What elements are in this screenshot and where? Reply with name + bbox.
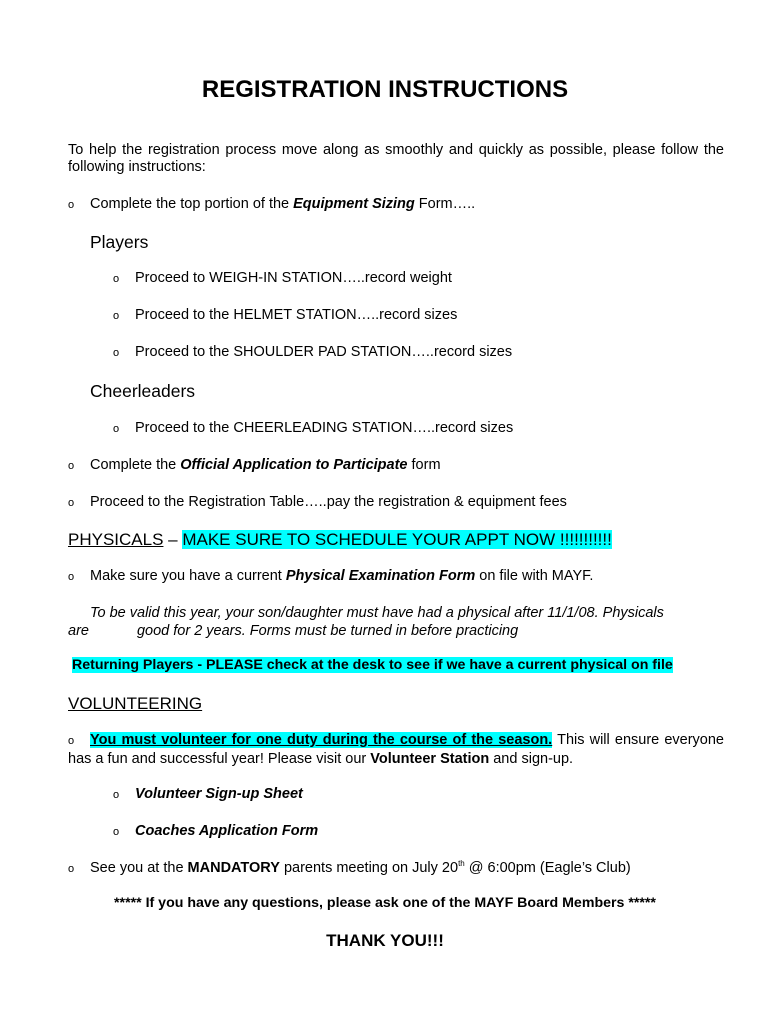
questions-note: ***** If you have any questions, please ask one of the MAYF Board Members ***** <box>114 895 656 911</box>
step-official-application: o Complete the Official Application to Participate form <box>68 457 441 473</box>
bullet-icon: o <box>68 199 75 211</box>
page-title: REGISTRATION INSTRUCTIONS <box>201 76 569 103</box>
players-item: o Proceed to WEIGH-IN STATION…..record weight <box>113 270 452 286</box>
bullet-icon: o <box>113 826 120 838</box>
mandatory-meeting-item: o See you at the MANDATORY parents meeting on July 20th @ 6:00pm (Eagle’s Club) <box>68 859 631 876</box>
intro-paragraph: To help the registration process move along as smoothly and quickly as possible, please follow the following instructions: <box>68 142 724 175</box>
equipment-sizing-form-name: Equipment Sizing <box>293 196 415 212</box>
bullet-icon: o <box>68 862 75 875</box>
physical-exam-item: o Make sure you have a current Physical Examination Form on file with MAYF. <box>68 568 594 584</box>
players-item: o Proceed to the SHOULDER PAD STATION…..record sizes <box>113 344 513 360</box>
returning-players-notice: Returning Players - PLEASE check at the desk to see if we have a current physical on file <box>72 657 673 673</box>
bullet-icon: o <box>68 735 75 747</box>
volunteer-paragraph: o You must volunteer for one duty during the course of the season. This will ensure everyone has a fun and successful year! Please visit our Volunteer Station and sign-up. <box>68 732 724 767</box>
players-heading: Players <box>90 232 149 252</box>
mandatory-word: MANDATORY <box>187 859 280 876</box>
volunteering-heading: VOLUNTEERING <box>68 694 203 713</box>
step-registration-table: o Proceed to the Registration Table…..pay the registration & equipment fees <box>68 494 567 510</box>
physicals-heading: PHYSICALS <box>68 530 164 549</box>
bullet-icon: o <box>68 497 75 509</box>
schedule-appt-highlight: MAKE SURE TO SCHEDULE YOUR APPT NOW !!!!!!!!!!! <box>182 530 612 549</box>
bullet-icon: o <box>113 273 120 285</box>
cheer-item: o Proceed to the CHEERLEADING STATION…..record sizes <box>113 420 514 436</box>
bullet-icon: o <box>113 423 120 435</box>
cheerleaders-heading: Cheerleaders <box>90 381 196 401</box>
physicals-heading-line: PHYSICALS – MAKE SURE TO SCHEDULE YOUR APPT NOW !!!!!!!!!!! <box>68 530 612 549</box>
thank-you: THANK YOU!!! <box>326 931 444 950</box>
volunteer-station: Volunteer Station <box>370 751 490 767</box>
official-application-form-name: Official Application to Participate <box>180 457 408 473</box>
physical-validity-note-line1: To be valid this year, your son/daughter must have had a physical after 11/1/08. Physicals <box>90 605 664 621</box>
physical-validity-note-line2: are good for 2 years. Forms must be turned in before practicing <box>68 623 519 639</box>
step-equipment-sizing: o Complete the top portion of the Equipment Sizing Form….. <box>68 196 476 212</box>
coaches-application-item: o Coaches Application Form <box>113 823 319 839</box>
bullet-icon: o <box>113 347 120 359</box>
players-item: o Proceed to the HELMET STATION…..record sizes <box>113 307 458 323</box>
bullet-icon: o <box>68 460 75 472</box>
volunteer-duty-highlight: You must volunteer for one duty during the course of the season. <box>90 732 553 748</box>
bullet-icon: o <box>68 571 75 583</box>
volunteer-signup-item: o Volunteer Sign-up Sheet <box>113 786 303 802</box>
bullet-icon: o <box>113 789 120 801</box>
bullet-icon: o <box>113 310 120 322</box>
physical-exam-form-name: Physical Examination Form <box>285 568 476 584</box>
